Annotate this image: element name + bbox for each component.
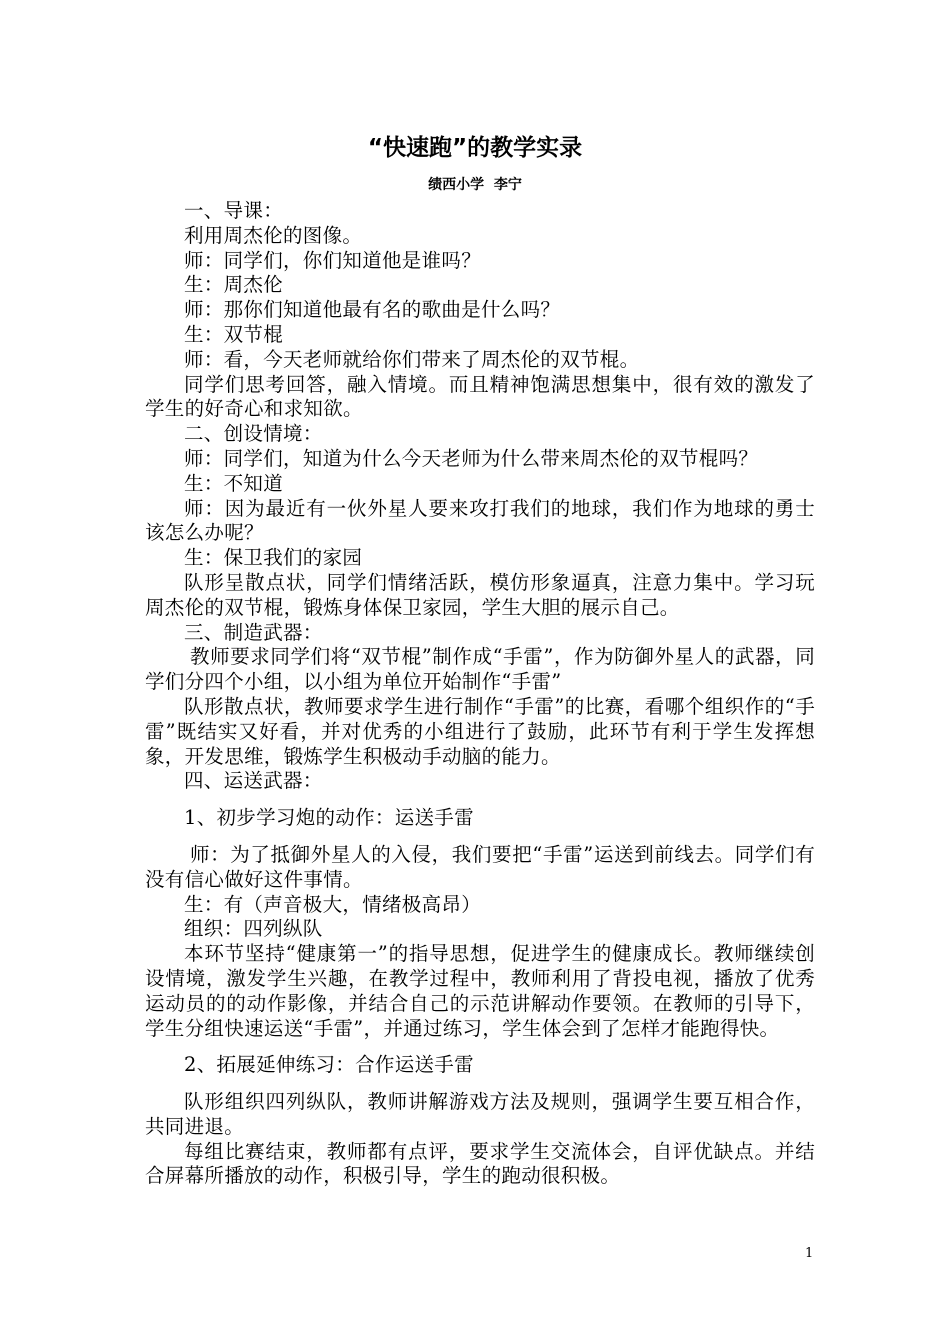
- dialogue-line: 生：有（声音极大，情绪极高昂）: [184, 892, 482, 916]
- body-paragraph: 每组比赛结束，教师都有点评，要求学生交流体会，自评优缺点。并结合屏幕所播放的动作，积极引导，学生的跑动很积极。: [145, 1139, 815, 1188]
- dialogue-line: 师：看，今天老师就给你们带来了周杰伦的双节棍。: [184, 347, 640, 371]
- body-paragraph: 教师要求同学们将“双节棍”制作成“手雷”，作为防御外星人的武器，同学们分四个小组，以小组为单位开始制作“手雷”: [145, 645, 815, 694]
- body-paragraph: 本环节坚持“健康第一”的指导思想，促进学生的健康成长。教师继续创设情境，激发学生兴趣，在教学过程中，教师利用了背投电视，播放了优秀运动员的的动作影像，并结合自己的示范讲解动作要领。在教师的引导下，学生分组快速运送“手雷”，并通过练习，学生体会到了怎样才能跑得快。: [145, 942, 815, 1040]
- section-heading-transport: 四、运送武器：: [184, 769, 323, 793]
- body-paragraph: 利用周杰伦的图像。: [184, 223, 363, 247]
- dialogue-line: 生：不知道: [184, 471, 284, 495]
- body-paragraph: 组织：四列纵队: [184, 917, 323, 941]
- dialogue-line: 师：同学们，知道为什么今天老师为什么带来周杰伦的双节棍吗？: [184, 446, 759, 470]
- dialogue-line: 生：保卫我们的家园: [184, 546, 363, 570]
- section-heading-weapons: 三、制造武器：: [184, 620, 323, 644]
- body-paragraph: 同学们思考回答，融入情境。而且精神饱满思想集中，很有效的激发了学生的好奇心和求知欲。: [145, 372, 815, 421]
- document-body: [145, 199, 815, 1189]
- document-author: 绩西小学 李宁: [428, 177, 522, 193]
- subsection-heading-2: 2、拓展延伸练习：合作运送手雷: [184, 1053, 474, 1077]
- dialogue-line: 师：那你们知道他最有名的歌曲是什么吗？: [184, 298, 561, 322]
- document-title: “快速跑”的教学实录: [367, 135, 583, 161]
- dialogue-line: 生：双节棍: [184, 322, 284, 346]
- dialogue-line: 生：周杰伦: [184, 273, 284, 297]
- dialogue-line: 师：同学们，你们知道他是谁吗？: [184, 248, 482, 272]
- subsection-heading-1: 1、初步学习炮的动作：运送手雷: [184, 806, 474, 830]
- body-paragraph: 队形组织四列纵队，教师讲解游戏方法及规则，强调学生要互相合作，共同进退。: [145, 1090, 815, 1138]
- body-paragraph: 队形呈散点状，同学们情绪活跃，模仿形象逼真，注意力集中。学习玩周杰伦的双节棍，锻炼身体保卫家园，学生大胆的展示自己。: [145, 570, 815, 619]
- section-heading-intro: 一、导课：: [184, 199, 284, 222]
- body-paragraph: 队形散点状，教师要求学生进行制作“手雷”的比赛，看哪个组织作的“手雷”既结实又好看，并对优秀的小组进行了鼓励，此环节有利于学生发挥想象，开发思维，锻炼学生积极动手动脑的能力。: [145, 694, 815, 768]
- dialogue-line: 师：因为最近有一伙外星人要来攻打我们的地球，我们作为地球的勇士该怎么办呢？: [145, 496, 815, 545]
- section-heading-situation: 二、创设情境：: [184, 422, 323, 446]
- dialogue-line: 师：为了抵御外星人的入侵，我们要把“手雷”运送到前线去。同学们有没有信心做好这件事情。: [145, 842, 815, 891]
- page-number: 1: [805, 1246, 814, 1261]
